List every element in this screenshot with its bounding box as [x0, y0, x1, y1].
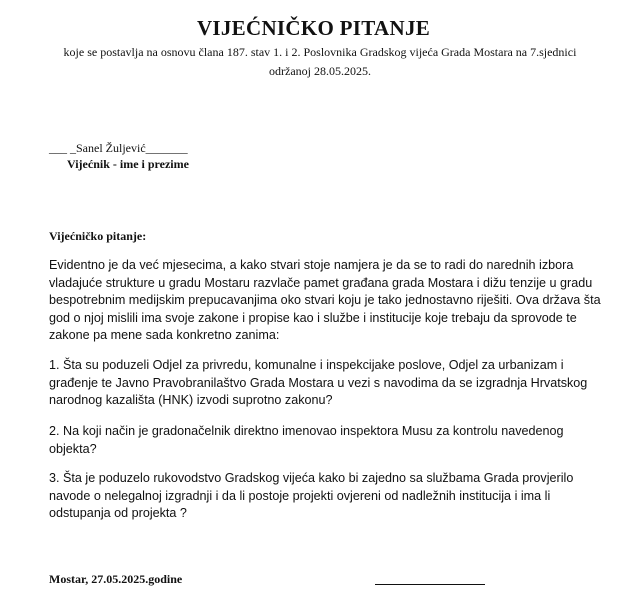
paragraph-line: god o njoj mislili ima svoje zakone i propise kao i službe i institucije koje trebaju da sprovode te	[49, 310, 577, 325]
subtitle-line-2: održanoj 28.05.2025.	[269, 64, 371, 78]
councillor-role-label: Vijećnik - ime i prezime	[67, 157, 189, 171]
paragraph-line: navode o nelegalnoj izgradnji i da li postoje projekti ovjereni od nadležnih institucija i ima li	[49, 488, 551, 503]
paragraph-line: vladajuće strukture u gradu Mostaru razvlače pamet građana grada Mostara i dižu tenzije u gradu	[49, 275, 593, 290]
subtitle-line-1: koje se postavlja na osnovu člana 187. stav 1. i 2. Poslovnika Gradskog vijeća Grada Mostara na 7.sjednici	[63, 45, 577, 59]
paragraph-line: 2. Na koji način je gradonačelnik direktno imenovao inspektora Musu za kontrolu navedenog	[49, 424, 564, 438]
question-item-3	[49, 470, 594, 523]
paragraph-line: 1. Šta su poduzeli Odjel za privredu, komunalne i inspekcijake poslove, Odjel za urbanizam i	[49, 358, 564, 372]
paragraph-line: građenje te Javno Pravobranilaštvo Grada Mostara u vezi s navodima da se izgradnja Hrvatskog	[49, 375, 588, 390]
councillor-name: ___ _Sanel Žuljević_______	[49, 141, 188, 155]
signature-line	[375, 584, 485, 585]
place-and-date: Mostar, 27.05.2025.godine	[49, 572, 183, 586]
paragraph-line: bespotrebnim medijskim prepucavanjima oko stvari koju je tako jednostavno riješiti. Ova država šta	[49, 293, 601, 308]
paragraph-line: 3. Šta je poduzelo rukovodstvo Gradskog vijeća kako bi zajedno sa službama Grada provjerilo	[49, 471, 574, 485]
document-subtitle	[20, 43, 620, 81]
question-intro-paragraph	[49, 257, 601, 345]
paragraph-line: narodnog kazališta (HNK) izvodi suprotno zakonu?	[49, 393, 333, 408]
paragraph-line: Evidentno je da već mjesecima, a kako stvari stoje namjera je da se to radi do narednih izbora	[49, 258, 574, 272]
paragraph-line: odstupanja od projekta ?	[49, 506, 187, 521]
question-heading: Vijećničko pitanje:	[49, 229, 147, 243]
question-item-2	[49, 423, 594, 458]
document-title: VIJEĆNIČKO PITANJE	[196, 16, 431, 40]
paragraph-line: objekta?	[49, 441, 97, 456]
question-item-1	[49, 357, 594, 410]
paragraph-line: zakone pa mene sada konkretno zanima:	[49, 328, 280, 343]
